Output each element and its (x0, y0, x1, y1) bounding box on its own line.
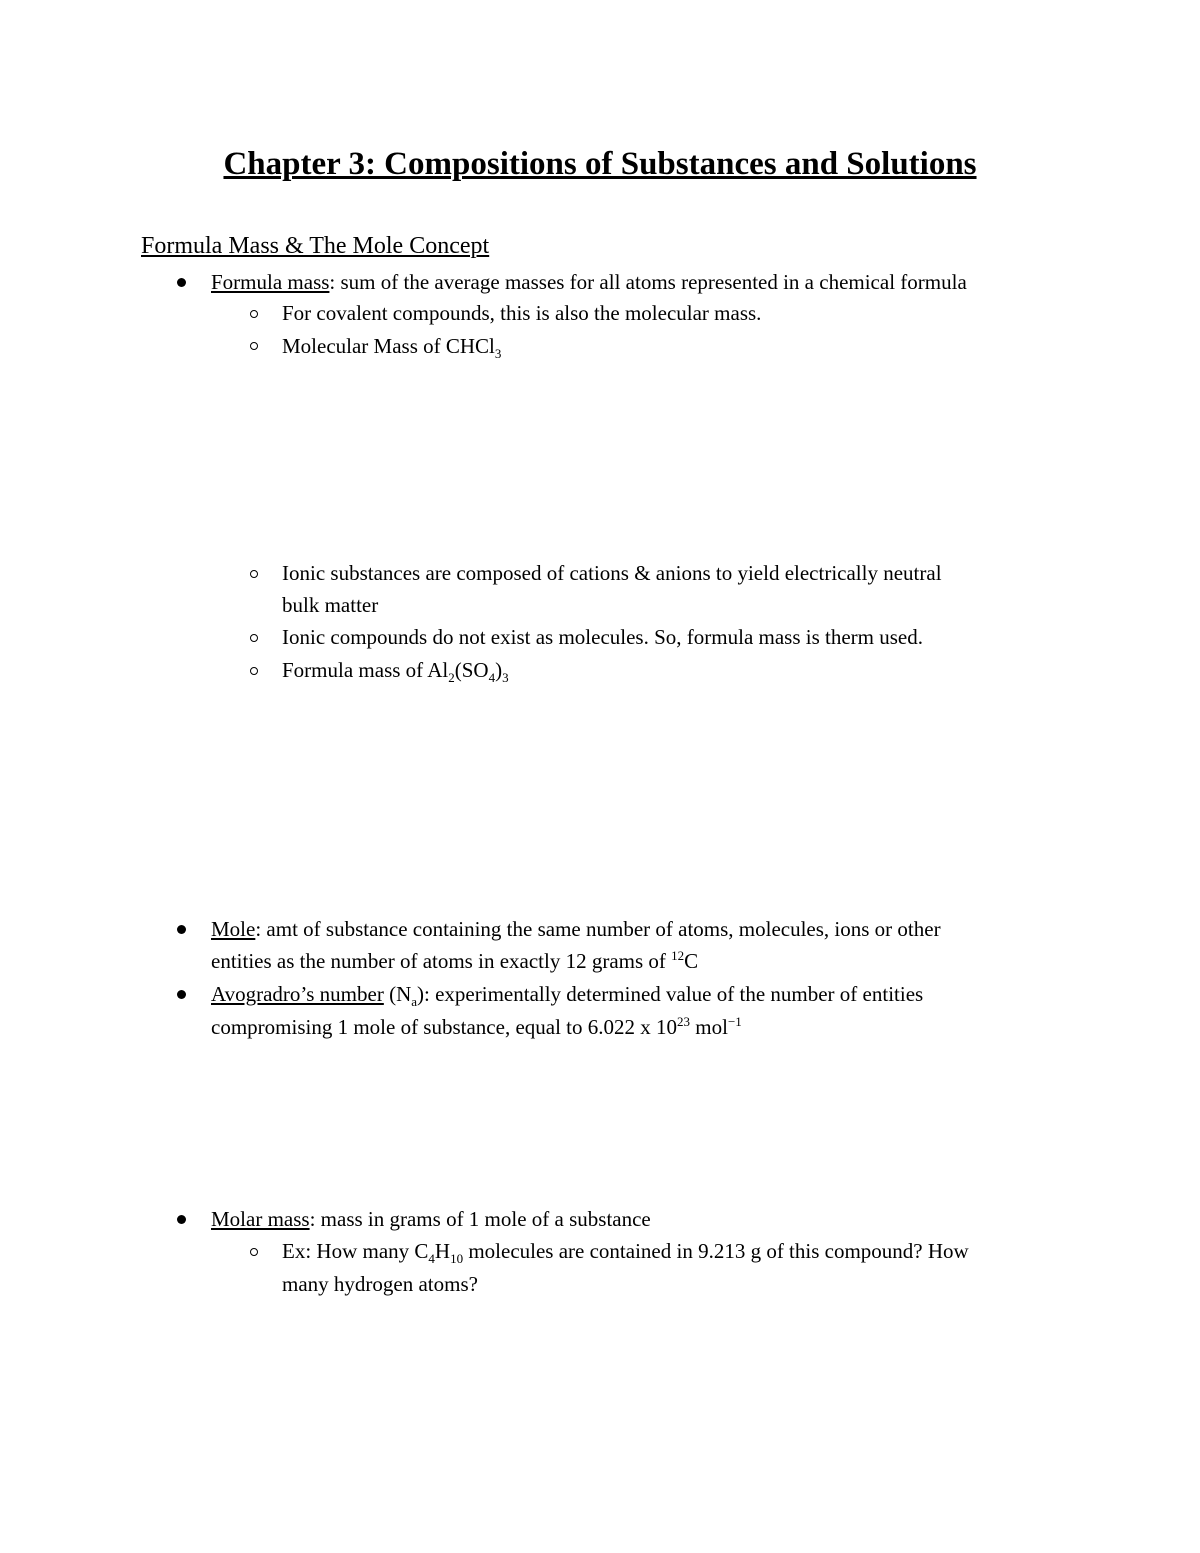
subscript: 4 (428, 1251, 435, 1267)
covalent-note: For covalent compounds, this is also the molecular mass. (282, 301, 762, 325)
formula-mass-text: Formula mass of Al (282, 658, 449, 682)
formula-mass-term: Formula mass (211, 270, 330, 294)
sub-bullet-circle (250, 1248, 258, 1256)
molar-mass-term: Molar mass (211, 1207, 310, 1231)
example-text: molecules are contained in 9.213 g of this compound? How (463, 1239, 969, 1263)
sub-bullet-circle (250, 667, 258, 675)
mole-text: entities as the number of atoms in exactly 12 grams of (211, 949, 672, 973)
page-title: Chapter 3: Compositions of Substances and Solutions (223, 146, 977, 182)
superscript: 23 (677, 1014, 691, 1029)
mole-text: C (684, 949, 699, 973)
bullet-dot (177, 925, 186, 934)
formula-mass-definition (211, 266, 967, 298)
bullet-dot (177, 278, 186, 287)
bullet-dot (177, 990, 186, 999)
mole-text: : amt of substance containing the same number of atoms, molecules, ions or other (255, 917, 941, 941)
avogadro-text: compromising 1 mole of substance, equal to 6.022 x 10 (211, 1015, 678, 1039)
avogadro-text: (N (383, 982, 412, 1006)
molar-mass-text: : mass in grams of 1 mole of a substance (309, 1207, 651, 1231)
molar-mass-definition (211, 1203, 651, 1235)
section-heading: Formula Mass & The Mole Concept (141, 233, 490, 259)
ionic-substances-line1: Ionic substances are composed of cations & anions to yield electrically neutral (282, 561, 942, 585)
mole-definition-line1 (211, 913, 941, 945)
mole-term: Mole (211, 917, 256, 941)
formula-part: ) (495, 658, 503, 682)
formula-mass-al2so43 (282, 654, 509, 686)
subscript: 10 (450, 1251, 464, 1267)
formula-mass-text: : sum of the average masses for all atoms represented in a chemical formula (329, 270, 967, 294)
superscript: −1 (727, 1014, 742, 1029)
molecular-mass-chcl3 (282, 330, 501, 362)
example-text: H (434, 1239, 451, 1263)
molar-mass-example-line1 (282, 1235, 969, 1267)
bullet-dot (177, 1215, 186, 1224)
molar-mass-example-line2: many hydrogen atoms? (282, 1272, 478, 1296)
sub-bullet-circle (250, 342, 258, 350)
subscript: a (411, 994, 418, 1010)
sub-bullet-circle (250, 634, 258, 642)
subscript: 2 (448, 670, 455, 686)
superscript: 12 (671, 948, 685, 963)
avogadro-text: ): experimentally determined value of the number of entities (417, 982, 924, 1006)
avogadro-text: mol (690, 1015, 728, 1039)
subscript: 3 (502, 670, 509, 686)
avogadro-definition-line1 (211, 978, 923, 1010)
sub-bullet-circle (250, 310, 258, 318)
example-text: Ex: How many C (282, 1239, 429, 1263)
ionic-compounds-note: Ionic compounds do not exist as molecules. So, formula mass is therm used. (282, 625, 923, 649)
subscript: 4 (488, 670, 496, 686)
subscript: 3 (494, 346, 502, 362)
sub-bullet-circle (250, 570, 258, 578)
ionic-substances-line2: bulk matter (282, 593, 379, 617)
avogadro-definition-line2 (211, 1011, 742, 1043)
molecular-mass-text: Molecular Mass of CHCl (282, 334, 495, 358)
formula-part: (SO (454, 658, 489, 682)
avogadro-term: Avogradro’s number (211, 982, 384, 1006)
mole-definition-line2 (211, 945, 698, 977)
